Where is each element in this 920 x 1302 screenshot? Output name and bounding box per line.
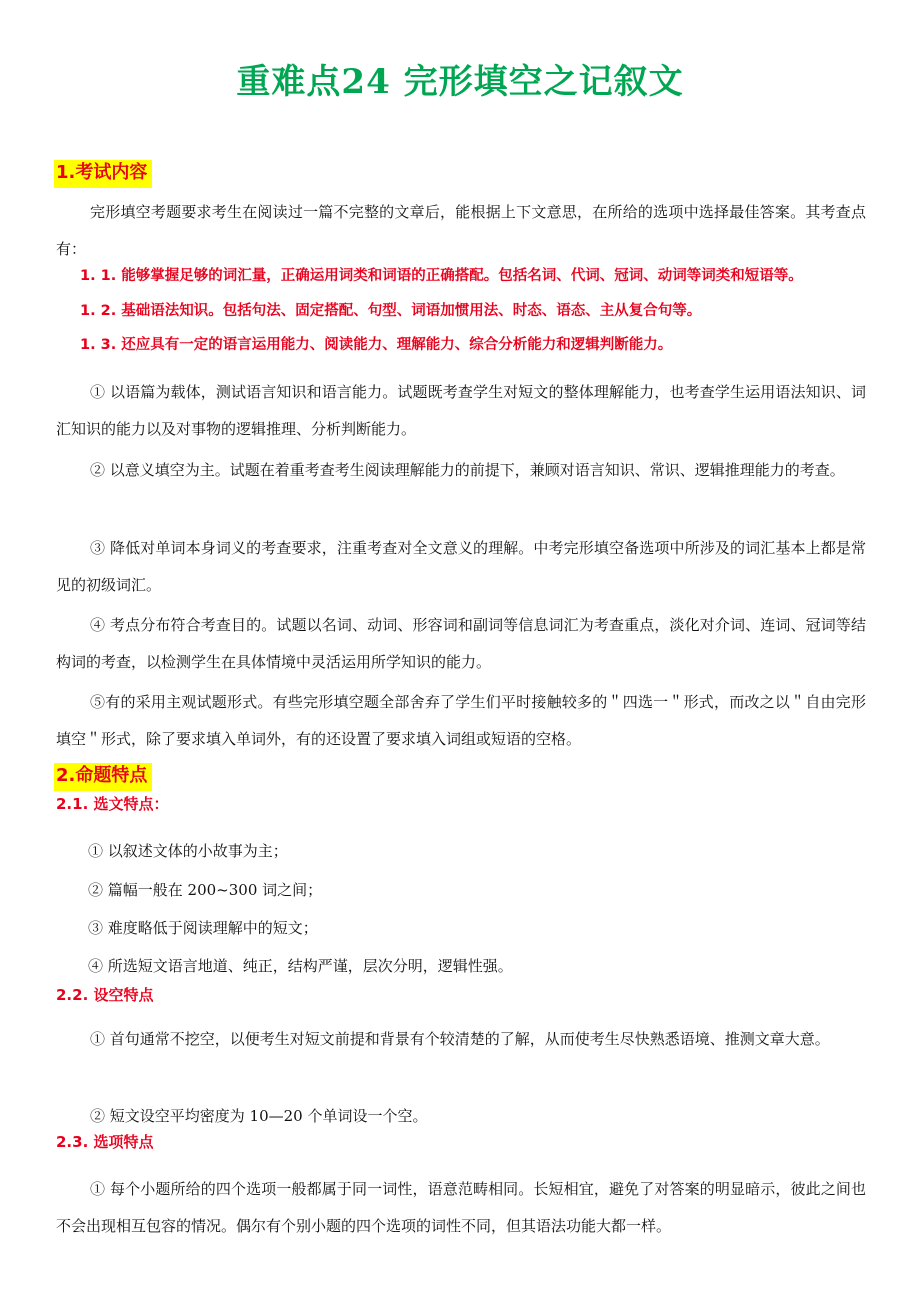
blank-paragraph-2: ② 短文设空平均密度为 10—20 个单词设一个空。 bbox=[90, 1107, 428, 1125]
option-paragraph-1: ① 每个小题所给的四个选项一般都属于同一词性，语意范畴相同。长短相宜，避免了对答案的明显暗示，彼此之间也不会出现相互包容的情况。偶尔有个别小题的四个选项的词性不同，但其语法功能大都一样。 bbox=[56, 1180, 866, 1235]
blank-paragraph-1: ① 首句通常不挖空，以便考生对短文前提和背景有个较清楚的了解，从而使考生尽快熟悉语境、推测文章大意。 bbox=[90, 1030, 830, 1048]
list-item: ② 篇幅一般在 200~300 词之间； bbox=[88, 881, 323, 899]
exam-point-1: 1. 1. 能够掌握足够的词汇量，正确运用词类和词语的正确搭配。包括名词、代词、冠词、动词等词类和短语等。 bbox=[80, 268, 803, 284]
subheading-blank-features: 2.2. 设空特点 bbox=[56, 986, 154, 1004]
content-paragraph-3: ③ 降低对单词本身词义的考查要求，注重考查对全文意义的理解。中考完形填空备选项中所涉及的词汇基本上都是常见的初级词汇。 bbox=[56, 539, 866, 594]
subheading-text-selection: 2.1. 选文特点： bbox=[56, 795, 169, 813]
exam-point-2: 1. 2. 基础语法知识。包括句法、固定搭配、句型、词语加惯用法、时态、语态、主从复合句等。 bbox=[80, 303, 702, 319]
page-title: 重难点24 完形填空之记叙文 bbox=[236, 62, 684, 102]
exam-point-3: 1. 3. 还应具有一定的语言运用能力、阅读能力、理解能力、综合分析能力和逻辑判断能力。 bbox=[80, 337, 673, 353]
section-heading-exam-content: 1.考试内容 bbox=[54, 160, 152, 188]
section-heading-features: 2.命题特点 bbox=[54, 763, 152, 791]
content-paragraph-4: ④ 考点分布符合考查目的。试题以名词、动词、形容词和副词等信息词汇为考查重点，淡化对介词、连词、冠词等结构词的考查，以检测学生在具体情境中灵活运用所学知识的能力。 bbox=[56, 616, 866, 671]
intro-paragraph: 完形填空考题要求考生在阅读过一篇不完整的文章后，能根据上下文意思，在所给的选项中选择最佳答案。其考查点有： bbox=[56, 203, 866, 258]
list-item: ③ 难度略低于阅读理解中的短文； bbox=[88, 919, 318, 937]
subheading-option-features: 2.3. 选项特点 bbox=[56, 1133, 154, 1151]
content-paragraph-1: ① 以语篇为载体，测试语言知识和语言能力。试题既考查学生对短文的整体理解能力，也考查学生运用语法知识、词汇知识的能力以及对事物的逻辑推理、分析判断能力。 bbox=[56, 383, 866, 438]
list-item: ④ 所选短文语言地道、纯正，结构严谨，层次分明，逻辑性强。 bbox=[88, 957, 513, 975]
list-item: ① 以叙述文体的小故事为主； bbox=[88, 842, 288, 860]
content-paragraph-5: ⑤有的采用主观试题形式。有些完形填空题全部舍弃了学生们平时接触较多的＂四选一＂形式，而改之以＂自由完形填空＂形式，除了要求填入单词外，有的还设置了要求填入词组或短语的空格。 bbox=[56, 693, 866, 748]
content-paragraph-2: ② 以意义填空为主。试题在着重考查考生阅读理解能力的前提下，兼顾对语言知识、常识、逻辑推理能力的考查。 bbox=[90, 461, 845, 479]
